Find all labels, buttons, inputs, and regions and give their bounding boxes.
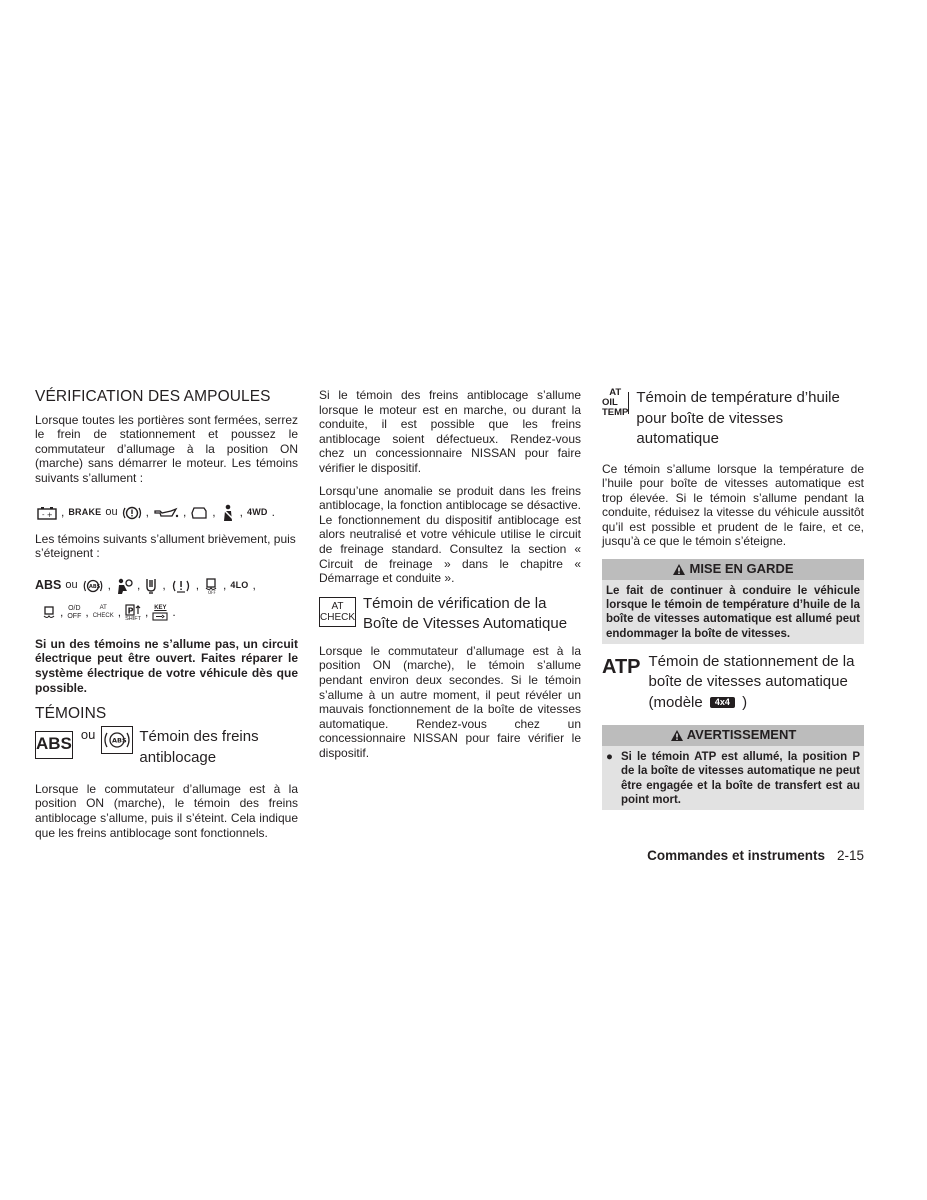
master-warning-icon	[170, 578, 192, 594]
bulb-check-intro: Lorsque toutes les portières sont fermées, serrez le frein de stationnement et poussez le commutateur d’allumage à la position ON (marche) sans démarrer le moteur. Les témoins suivants s’allument :	[35, 412, 298, 485]
caution-box	[602, 559, 864, 644]
abs-malfunction-text: Si le témoin des freins antiblocage s’allume lorsque le moteur est en marche, ou durant la conduite, il est possible que les freins antiblocage soient défectueux. Rendez-vous chez un concessionnaire NISSAN pour faire vérifier le dispositif.	[319, 388, 581, 475]
abs-paragraph: Lorsque le commutateur d’allumage est à la position ON (marche), le témoin des freins antiblocage s’allume, puis il s’éteint. Cela indique que les freins antiblocage sont fonctionnels.	[35, 781, 298, 840]
column-middle	[319, 388, 581, 768]
warning-header	[602, 725, 864, 746]
od-off-icon: O/D OFF	[67, 605, 82, 620]
circuit-warning-text: Si un des témoins ne s’allume pas, un circuit électrique peut être ouvert. Faites réparer le système électrique de votre véhicule dès que possible.	[35, 636, 298, 695]
section-title-bulb-check: VÉRIFICATION DES AMPOULES	[35, 388, 271, 405]
oil-temp-heading-text: Témoin de température d’huile pour boîte de vitesses automatique	[636, 389, 840, 447]
temoins-title: TÉMOINS	[35, 705, 107, 723]
at-check-heading-text: Témoin de vérification de la Boîte de Vitesses Automatique	[363, 594, 568, 632]
indicator-row-1: - + , BRAKE ou , , , , 4WD .	[37, 504, 298, 522]
4wd-icon: 4WD	[246, 507, 268, 518]
battery-icon	[37, 506, 57, 520]
svg-text:- +: - +	[42, 510, 53, 519]
slip-indicator-icon	[203, 577, 219, 595]
abs-circle-box-icon	[101, 726, 133, 754]
abs-text-icon: ABS	[35, 578, 62, 593]
abs-heading-text: Témoin des freins antiblocage	[139, 727, 259, 766]
svg-text:OFF: OFF	[208, 589, 216, 595]
warning-title: AVERTISSEMENT	[686, 727, 797, 743]
page-number: 2-15	[836, 848, 864, 863]
abs-circle-icon	[82, 578, 104, 594]
door-open-icon	[190, 505, 208, 521]
or-label-2: ou	[65, 579, 78, 592]
oil-temp-heading	[602, 388, 864, 450]
key-icon: KEY	[152, 605, 168, 621]
abs-or-label: ou	[80, 726, 96, 742]
airbag-icon	[115, 577, 133, 595]
at-check-heading	[319, 594, 581, 634]
at-oil-temp-icon: AT OIL TEMP	[602, 387, 629, 418]
4lo-icon: 4LO	[230, 580, 249, 591]
or-label: ou	[105, 506, 118, 519]
oil-pressure-icon	[153, 506, 179, 520]
warning-triangle-icon	[670, 729, 684, 742]
abs-deactivation-text: Lorsqu’une anomalie se produit dans les freins antiblocage, la fonction antiblocage se désactive. Le fonctionnement du dispositif antiblocage est alors neutralisé et votre véhicule utilise le circuit de freinage standard. Consultez la section « Circuit de freinage » dans le chapitre « Démarrage et conduite ».	[319, 483, 581, 586]
at-check-small-icon: AT CHECK	[92, 605, 114, 619]
brief-indicators-text: Les témoins suivants s’allument brièvement, puis s’éteignent :	[35, 531, 296, 561]
at-check-icon: AT CHECK	[319, 597, 356, 627]
oil-temp-paragraph: Ce témoin s’allume lorsque la température de l’huile pour boîte de vitesses automatique est trop élevée. Si le témoin s’allume pendant la conduite, réduisez la vitesse du véhicule aussitôt qu’il est possible et prudent de le faire, et ce, jusqu’à ce que le témoin s’éteigne.	[602, 461, 864, 549]
slip-icon	[42, 605, 56, 621]
4x4-model-badge: 4x4	[710, 697, 735, 708]
shift-p-icon: P SHIFT	[125, 606, 141, 622]
column-left	[35, 388, 298, 848]
warning-triangle-icon	[672, 563, 686, 576]
indicator-row-2: ABS ou ABS , , , , OFF , 4LO ,	[35, 578, 256, 595]
caution-header	[602, 559, 864, 580]
atp-heading	[602, 652, 864, 714]
brake-icon: BRAKE	[68, 507, 102, 518]
svg-text:P: P	[127, 606, 134, 616]
warning-box	[602, 725, 864, 810]
svg-text:ABS: ABS	[112, 736, 128, 745]
atp-heading-text: Témoin de stationnement de la boîte de vitesses automatique (modèle 4x4 )	[648, 652, 855, 711]
svg-text:ABS: ABS	[88, 583, 100, 590]
page-footer	[602, 848, 864, 863]
seat-belt-icon	[220, 504, 236, 522]
abs-indicator-heading	[35, 726, 298, 768]
warning-body	[602, 746, 864, 810]
caution-text: Le fait de continuer à conduire le véhicule lorsque le témoin de température d’huile de la boîte de vitesses automatique est allumé peut endommager la boîte de vitesses.	[602, 580, 864, 644]
at-check-paragraph: Lorsque le commutateur d’allumage est à la position ON (marche), le témoin s’allume pendant environ deux secondes. Si le témoin s’allume à un autre moment, il peut révéler un mauvais fonctionnement de la boîte de vitesses automatique. Rendez-vous chez un concessionnaire NISSAN pour faire vérifier le dispositif.	[319, 643, 581, 760]
column-right	[602, 388, 864, 818]
indicator-row-3: , O/D OFF , AT CHECK , P SHIFT , KEY .	[42, 603, 298, 623]
footer-section-title: Commandes et instruments	[647, 848, 825, 863]
warning-text: Si le témoin ATP est allumé, la position P de la boîte de vitesses automatique ne peut être engagée et la boîte de transfert est au point mort.	[620, 750, 860, 806]
atp-icon: ATP	[602, 655, 641, 678]
abs-box-icon: ABS	[35, 731, 73, 759]
bullet-icon: ●	[606, 750, 613, 763]
brake-warning-circle-icon	[122, 505, 142, 521]
glow-plug-icon	[144, 577, 158, 595]
caution-title: MISE EN GARDE	[689, 561, 794, 577]
